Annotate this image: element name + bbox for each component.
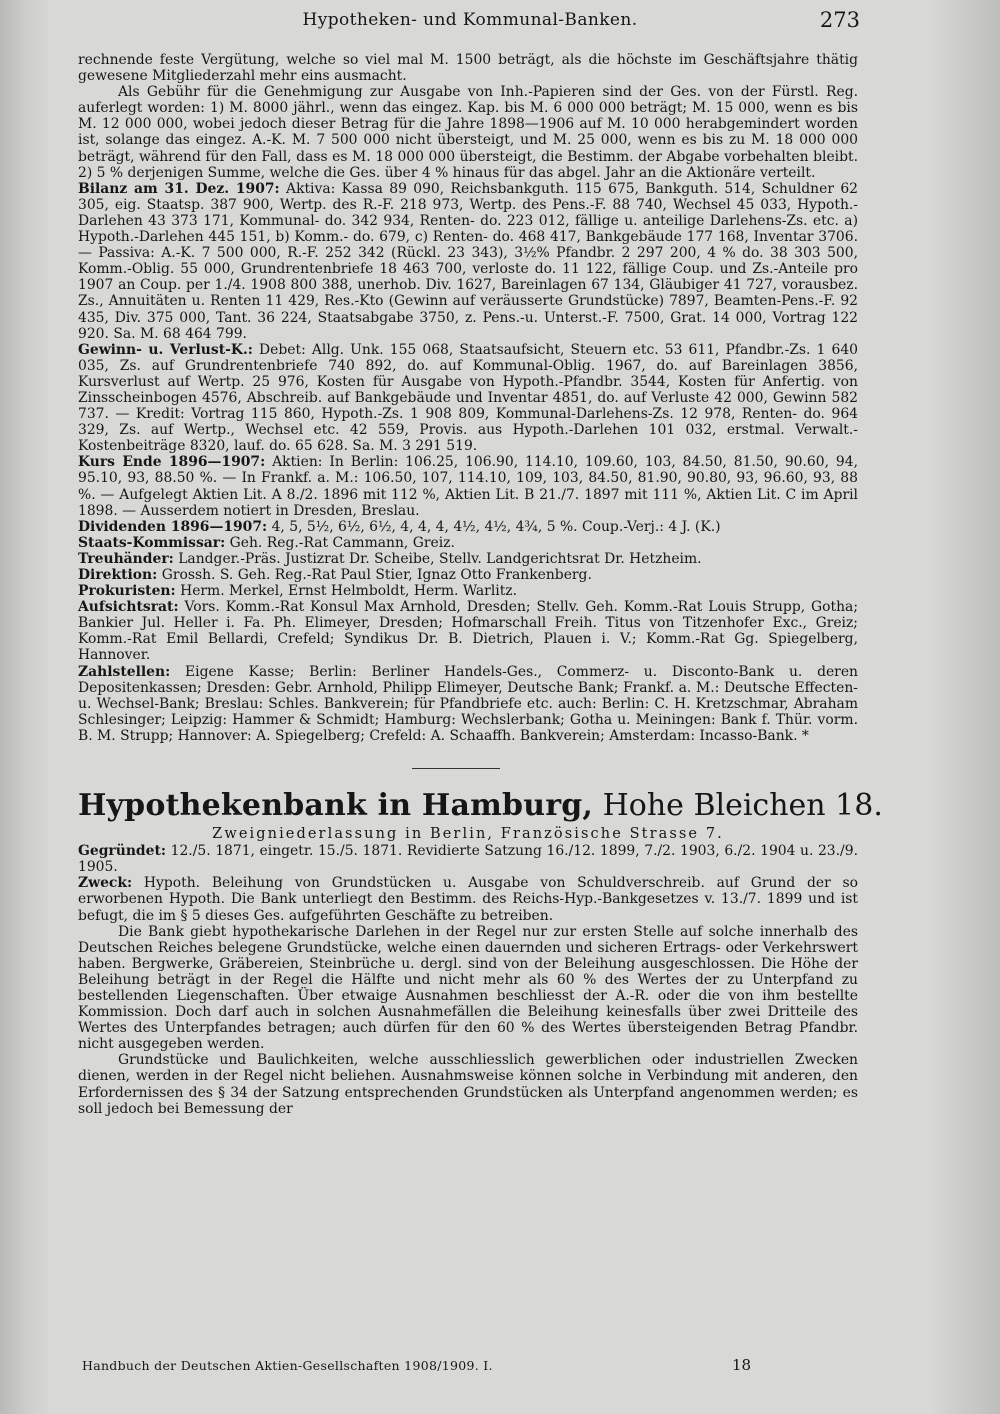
treuhaender-text: Landger.-Präs. Justizrat Dr. Scheibe, Stellv. Landgerichtsrat Dr. Hetzheim. (178, 550, 702, 567)
guv-text: Debet: Allg. Unk. 155 068, Staatsaufsicht, Steuern etc. 53 611, Pfandbr.-Zs. 1 640 035, Zs. auf Grundrentenbriefe 740 892, do. auf Kommunal-Oblig. 1967, do. auf Bareinlagen 3856, Kursverlust auf Wertp. 25 976, Kosten für Ausgabe von Hypoth.-Pfandbr. 3544, Kosten für Anfertig. von Zinsscheinbogen 4576, Abschreib. auf Bankgebäude und Inventar 4851, do. auf Verluste 42 000, Gewinn 582 737. — Kredit: Vortrag 115 860, Hypoth.-Zs. 1 908 809, Kommunal-Darlehens-Zs. 12 978, Renten- do. 964 329, Zs. auf Wertp., Wechsel etc. 42 559, Provis. aus Hypoth.-Darlehen 101 032, erstmal. Verwalt.-Kostenbeiträge 8320, lauf. do. 65 628. Sa. M. 3 291 519. (78, 341, 858, 455)
treuhaender-label: Treuhänder: (78, 550, 174, 567)
bilanz-label: Bilanz am 31. Dez. 1907: (78, 180, 280, 197)
grundstuecke-paragraph: Grundstücke und Baulichkeiten, welche ausschliesslich gewerblichen oder industriellen Zwecken dienen, werden in der Regel nicht beliehen. Ausnahmsweise können solche in Verbindung mit anderen, den Erfordernissen des § 34 der Satzung entsprechenden Grundstücken als Unterpfand angenommen werden; es soll jedoch bei Bemessung der (78, 1052, 858, 1117)
gegruendet-text: 12./5. 1871, eingetr. 15./5. 1871. Revidierte Satzung 16./12. 1899, 7./2. 1903, 6./2. 1904 u. 23./9. 1905. (78, 843, 858, 876)
company-name: Hypothekenbank in Hamburg, (78, 788, 594, 824)
left-margin-edge (0, 0, 48, 1414)
company-heading (78, 788, 883, 824)
continuation-intro: rechnende feste Vergütung, welche so viel mal M. 1500 beträgt, als die höchste im Geschäftsjahre thätig gewesene Mitgliederzahl mehr eins ausmacht. (78, 52, 858, 85)
page-footer (82, 1358, 782, 1378)
aufsichtsrat-section (78, 599, 858, 663)
dividenden-label: Dividenden 1896—1907: (78, 518, 268, 535)
direktion-section (78, 567, 858, 583)
staats-kommissar-section (78, 535, 858, 551)
staats-kommissar-text: Geh. Reg.-Rat Cammann, Greiz. (229, 534, 455, 551)
darlehen-paragraph: Die Bank giebt hypothekarische Darlehen in der Regel nur zur ersten Stelle auf solche innerhalb des Deutschen Reiches belegene Grundstücke, welche einen dauernden und sicheren Ertrags- oder Verkehrswert haben. Bergwerke, Gräbereien, Steinbrüche u. dergl. sind von der Beleihung ausgeschlossen. Die Höhe der Beleihung beträgt in der Regel die Hälfte und nicht mehr als 60 % des Wertes der zu Unterpfand zu bestellenden Liegenschaften. Über etwaige Ausnahmen beschliesst der A.-R. oder die von ihm bestellte Kommission. Doch darf auch in solchen Ausnahmefällen die Beleihung keinesfalls über zwei Dritteile des Wertes des Unterpfandes betragen; auch dürfen für den 60 % des Wertes übersteigenden Betrag Pfandbr. nicht ausgegeben werden. (78, 923, 858, 1053)
section-divider (412, 768, 500, 769)
kurs-text: Aktien: In Berlin: 106.25, 106.90, 114.10, 109.60, 103, 84.50, 81.50, 90.60, 94, 95.10, 93, 88.50 %. — In Frankf. a. M.: 106.50, 107, 114.10, 109, 103, 84.50, 81.90, 90.80, 93, 96.60, 93, 88 %. — Aufgelegt Aktien Lit. A 8./2. 1896 mit 112 %, Aktien Lit. B 21./7. 1897 mit 111 %, Aktien Lit. C im April 1898. — Ausserdem notiert in Dresden, Breslau. (78, 454, 858, 519)
dividenden-text: 4, 5, 5½, 6½, 6½, 4, 4, 4, 4½, 4½, 4¾, 5 %. Coup.-Verj.: 4 J. (K.) (271, 518, 721, 535)
aufsichtsrat-label: Aufsichtsrat: (78, 599, 179, 616)
company-subtitle: Zweigniederlassung in Berlin, Französische Strasse 7. (212, 826, 724, 843)
prokuristen-text: Herm. Merkel, Ernst Helmboldt, Herm. Warlitz. (180, 583, 518, 600)
gebuehr-paragraph: Als Gebühr für die Genehmigung zur Ausgabe von Inh.-Papieren sind der Ges. von der Fürstl. Reg. auferlegt worden: 1) M. 8000 jährl., wenn das eingez. Kap. bis M. 6 000 000 beträgt; M. 15 000, wenn es bis M. 12 000 000, wobei jedoch dieser Betrag für die Jahre 1898—1906 auf M. 10 000 herabgemindert worden ist, solange das eingez. A.-K. M. 7 500 000 nicht übersteigt, und M. 25 000, wenn es bis zu M. 18 000 000 beträgt, während für den Fall, dass es M. 18 000 000 übersteigt, die Bestimm. der Abgabe vorbehalten bleibt. 2) 5 % derjenigen Summe, welche die Ges. über 4 % hinaus für das abgel. Jahr an die Aktionäre verteilt. (78, 84, 858, 181)
bilanz-section (78, 181, 858, 342)
section-divider-row (78, 744, 858, 780)
zweck-text: Hypoth. Beleihung von Grundstücken u. Ausgabe von Schuldverschreib. auf Grund der so erworbenen Hypoth. Die Bank unterliegt den Bestimm. des Reichs-Hyp.-Bankgesetzes v. 13./7. 1899 und ist befugt, die im § 5 dieses Ges. aufgeführten Geschäfte zu betreiben. (78, 875, 858, 924)
running-head (80, 6, 860, 36)
aufsichtsrat-text: Vors. Komm.-Rat Konsul Max Arnhold, Dresden; Stellv. Geh. Komm.-Rat Louis Strupp, Gotha; Bankier Jul. Heller i. Fa. Ph. Elimeyer, Dresden; Hofmarschall Freih. Titus von Titzenhofer Exc., Greiz; Komm.-Rat Emil Bellardi, Crefeld; Syndikus Dr. B. Dietrich, Plauen i. V.; Komm.-Rat Gg. Spiegelberg, Hannover. (78, 599, 858, 664)
zweck-section (78, 875, 858, 923)
page-content (78, 52, 883, 1117)
zahlstellen-text: Eigene Kasse; Berlin: Berliner Handels-Ges., Commerz- u. Disconto-Bank u. deren Depositenkassen; Dresden: Gebr. Arnhold, Philipp Elimeyer, Deutsche Bank; Frankf. a. M.: Deutsche Effecten- u. Wechsel-Bank; Breslau: Schles. Bankverein; für Pfandbriefe etc. auch: Berlin: C. H. Kretzschmar, Abraham Schlesinger; Leipzig: Hammer & Schmidt; Hamburg: Wechslerbank; Gotha u. Meiningen: Bank f. Thür. vorm. B. M. Strupp; Hannover: A. Spiegelberg; Crefeld: A. Schaaffh. Bankverein; Amsterdam: Incasso-Bank. * (78, 663, 858, 744)
prokuristen-label: Prokuristen: (78, 583, 176, 600)
zweck-label: Zweck: (78, 875, 133, 892)
dividenden-section (78, 519, 858, 535)
kurs-section (78, 454, 858, 518)
page-number: 273 (819, 8, 860, 32)
direktion-label: Direktion: (78, 567, 158, 583)
staats-kommissar-label: Staats-Kommissar: (78, 534, 226, 551)
guv-label: Gewinn- u. Verlust-K.: (78, 341, 253, 358)
prokuristen-section (78, 583, 858, 599)
page-gutter-shadow (930, 0, 1000, 1414)
footer-text: Handbuch der Deutschen Aktien-Gesellschaften 1908/1909. I. (82, 1358, 493, 1373)
gegruendet-label: Gegründet: (78, 843, 167, 860)
guv-section (78, 342, 858, 455)
signature-mark: 18 (732, 1356, 752, 1374)
running-title: Hypotheken- und Kommunal-Banken. (302, 10, 638, 30)
kurs-label: Kurs Ende 1896—1907: (78, 454, 266, 471)
bilanz-text: Aktiva: Kassa 89 090, Reichsbankguth. 115 675, Bankguth. 514, Schuldner 62 305, eig. Staatsp. 387 900, Wertp. des R.-F. 218 973, Wertp. des Pens.-F. 88 740, Wechsel 45 033, Hypoth.-Darlehen 43 373 171, Kommunal- do. 342 934, Renten- do. 223 012, fällige u. anteilige Darlehens-Zs. etc. a) Hypoth.-Darlehen 445 151, b) Komm.- do. 679, c) Renten- do. 468 417, Bankgebäude 177 168, Inventar 3706. — Passiva: A.-K. 7 500 000, R.-F. 252 342 (Rückl. 23 343), 3½% Pfandbr. 2 297 200, 4 % do. 38 303 500, Komm.-Oblig. 55 000, Grundrentenbriefe 18 463 700, verloste do. 11 122, fällige Coup. und Zs.-Anteile pro 1907 an Coup. per 1./4. 1908 800 388, unerhob. Div. 1627, Bareinlagen 67 134, Gläubiger 41 727, vorausbez. Zs., Annuitäten u. Renten 11 429, Res.-Kto (Gewinn auf veräusserte Grundstücke) 7897, Beamten-Pens.-F. 92 435, Div. 375 000, Tant. 36 224, Staatsabgabe 3750, z. Pens.-u. Unterst.-F. 7500, Grat. 14 000, Vortrag 122 920. Sa. M. 68 464 799. (78, 180, 858, 342)
zahlstellen-section (78, 664, 858, 744)
company-address: Hohe Bleichen 18. (602, 788, 883, 824)
direktion-text: Grossh. S. Geh. Reg.-Rat Paul Stier, Ignaz Otto Frankenberg. (161, 567, 592, 583)
zahlstellen-label: Zahlstellen: (78, 663, 171, 680)
gegruendet-section (78, 843, 858, 875)
treuhaender-section (78, 551, 858, 567)
